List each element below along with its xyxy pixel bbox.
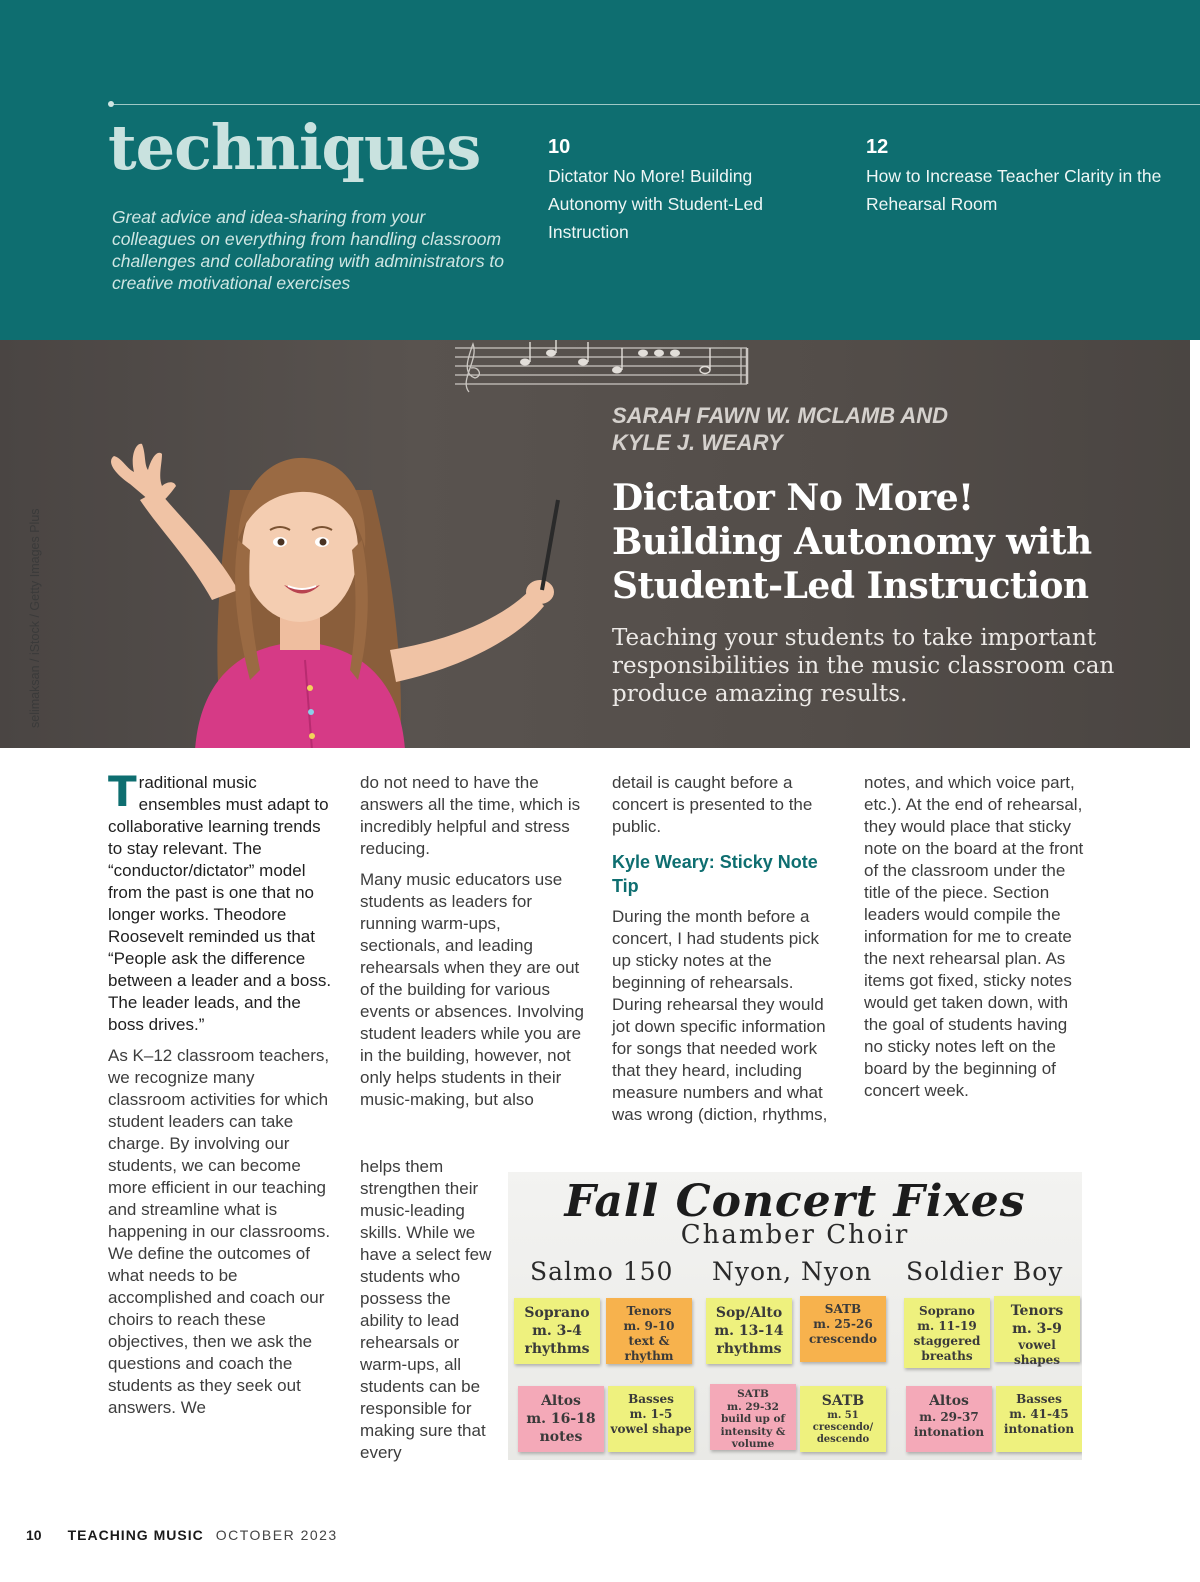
note-measures: m. 25-26 — [813, 1317, 873, 1331]
header-rule — [110, 104, 1200, 105]
note-issue: vowel shape — [610, 1422, 692, 1436]
sticky-note — [904, 1298, 990, 1368]
note-measures: m. 29-32 — [726, 1400, 779, 1413]
article-column-2-wrap — [360, 1156, 495, 1473]
note-part: SATB — [824, 1302, 862, 1316]
article-title-line: Building Autonomy with — [612, 521, 1092, 563]
note-measures: m. 3-4 — [532, 1323, 582, 1339]
note-measures: m. 16-18 — [526, 1411, 596, 1427]
toc-title: How to Increase Teacher Clarity in the Rehearsal Room — [866, 166, 1162, 214]
note-issue: intonation — [1003, 1422, 1075, 1436]
piece-title: Nyon, Nyon — [712, 1257, 873, 1286]
body-paragraph: During the month before a concert, I had students pick up sticky notes at the beginning of rehearsals. During rehearsal they would jot down specific information for songs that needed work that they heard, including measure numbers and what was wrong (diction, rhythms, — [612, 907, 828, 1124]
photo-credit: selimaksan / iStock / Getty Images Plus — [28, 508, 42, 728]
sticky-note — [800, 1296, 886, 1362]
section-title: techniques — [108, 111, 481, 184]
note-part: Basses — [628, 1392, 674, 1406]
board-subtitle: Chamber Choir — [680, 1220, 910, 1250]
sticky-note — [606, 1298, 692, 1364]
article-column-2 — [360, 772, 585, 1120]
lead-paragraph — [108, 767, 333, 1036]
body-paragraph: As K–12 classroom teachers, we recognize many classroom activities for which student leaders can take charge. By involving our students, we can become more efficient in our teaching and streamline what is happening in our classrooms. We define the outcomes of what needs to be accomplished and coach our choirs to reach these objectives, then we ask the questions and coach the students as they seek out answers. We — [108, 1046, 331, 1417]
sticky-note — [800, 1386, 886, 1452]
note-issue: text & rhythm — [624, 1334, 674, 1363]
sticky-note-board-photo — [508, 1172, 1082, 1460]
sticky-note — [608, 1386, 694, 1452]
toc-entry-2[interactable] — [866, 134, 1166, 218]
note-part: Basses — [1016, 1392, 1062, 1406]
board-title: Fall Concert Fixes — [564, 1176, 1026, 1227]
note-measures: m. 1-5 — [629, 1407, 673, 1421]
section-header-band — [0, 0, 1200, 340]
note-issue: vowel shapes — [1013, 1338, 1061, 1367]
note-part: Sop/Alto — [715, 1305, 783, 1321]
page-footer — [26, 1526, 338, 1544]
sticky-note — [518, 1386, 604, 1452]
note-issue: notes — [539, 1429, 583, 1445]
note-part: Altos — [541, 1393, 581, 1409]
drop-cap: T — [108, 767, 137, 816]
issue-date: OCTOBER 2023 — [215, 1527, 338, 1543]
note-part: Soprano — [524, 1305, 590, 1321]
note-issue: build up of intensity & volume — [720, 1413, 786, 1450]
piece-title: Salmo 150 — [530, 1257, 674, 1286]
note-part: SATB — [821, 1393, 865, 1409]
magazine-name: TEACHING MUSIC — [67, 1527, 204, 1543]
note-part: SATB — [737, 1388, 769, 1400]
article-title-line: Student-Led Instruction — [612, 565, 1089, 607]
note-part: Altos — [929, 1393, 969, 1409]
note-part: Soprano — [919, 1304, 975, 1318]
authors-line: KYLE J. WEARY — [612, 430, 783, 455]
section-description: Great advice and idea-sharing from your colleagues on everything from handling classroom challenges and collaborating with administrators to creative motivational exercises — [112, 207, 505, 293]
note-measures: m. 3-9 — [1012, 1321, 1062, 1337]
note-measures: m. 29-37 — [919, 1410, 979, 1424]
sticky-note — [710, 1384, 796, 1450]
sticky-note — [706, 1298, 792, 1364]
note-issue: rhythms — [716, 1341, 782, 1357]
sticky-note — [514, 1298, 600, 1364]
article-title-line: Dictator No More! — [612, 477, 974, 519]
girl-conducting-photo — [100, 420, 570, 748]
toc-title: Dictator No More! Building Autonomy with Student-Led Instruction — [548, 166, 763, 242]
page-number: 10 — [26, 1527, 42, 1543]
toc-page-number: 12 — [866, 136, 889, 158]
note-issue: crescendo — [808, 1332, 878, 1346]
authors-line: SARAH FAWN W. MCLAMB AND — [612, 403, 949, 428]
note-issue: crescendo/ descendo — [812, 1422, 874, 1445]
sticky-note — [996, 1386, 1082, 1452]
article-column-1 — [108, 767, 333, 1428]
note-part: Tenors — [626, 1304, 672, 1318]
body-paragraph: notes, and which voice part, etc.). At the end of rehearsal, they would place that sticky note on the board at the front of the classroom under the title of the piece. Section leaders would compile the information for me to create the next rehearsal plan. As items got fixed, sticky notes would get taken down, with the goal of students having no sticky notes left on the board by the beginning of concert week. — [864, 773, 1084, 1100]
chalk-music-staff-icon — [455, 340, 755, 400]
article-column-3 — [612, 772, 837, 1135]
article-column-4 — [864, 772, 1089, 1111]
note-measures: m. 9-10 — [623, 1319, 675, 1333]
note-measures: m. 51 — [827, 1410, 859, 1421]
sticky-note — [994, 1296, 1080, 1367]
article-authors — [612, 402, 1132, 456]
piece-title: Soldier Boy — [906, 1257, 1064, 1286]
note-issue: intonation — [913, 1425, 985, 1439]
toc-entry-1[interactable] — [548, 134, 828, 246]
toc-page-number: 10 — [548, 136, 571, 158]
header-rule-dot — [108, 101, 114, 107]
body-paragraph: detail is caught before a concert is presented to the public. — [612, 773, 813, 836]
body-paragraph: Many music educators use students as leaders for running warm-ups, sectionals, and leading rehearsals when they are out of the building for various events or absences. Involving student leaders while you are in the building, however, not only helps students in their music-making, but also — [360, 870, 584, 1109]
note-part: Tenors — [1010, 1303, 1064, 1319]
body-paragraph: do not need to have the answers all the time, which is incredibly helpful and stress reducing. — [360, 773, 581, 858]
sticky-note — [906, 1386, 992, 1452]
body-paragraph: helps them strengthen their music-leading skills. While we have a select few students who possess the ability to lead rehearsals or warm-ups, all students can be responsible for making sure that every — [360, 1157, 492, 1462]
subhead: Kyle Weary: Sticky Note Tip — [612, 852, 818, 896]
article-title — [612, 476, 1172, 608]
note-measures: m. 11-19 — [917, 1319, 977, 1333]
note-measures: m. 41-45 — [1009, 1407, 1069, 1421]
article-deck: Teaching your students to take important responsibilities in the music classroom can produce amazing results. — [612, 625, 1115, 707]
lead-text: raditional music ensembles must adapt to collaborative learning trends to stay relevant. The “conductor/dictator” model from the past is one that no longer works. Theodore Roosevelt reminded us that “People ask the difference between a leader and a boss. The leader leads, and the boss drives.” — [108, 773, 332, 1034]
note-issue: staggered breaths — [913, 1334, 981, 1363]
note-measures: m. 13-14 — [714, 1323, 784, 1339]
note-issue: rhythms — [524, 1341, 590, 1357]
